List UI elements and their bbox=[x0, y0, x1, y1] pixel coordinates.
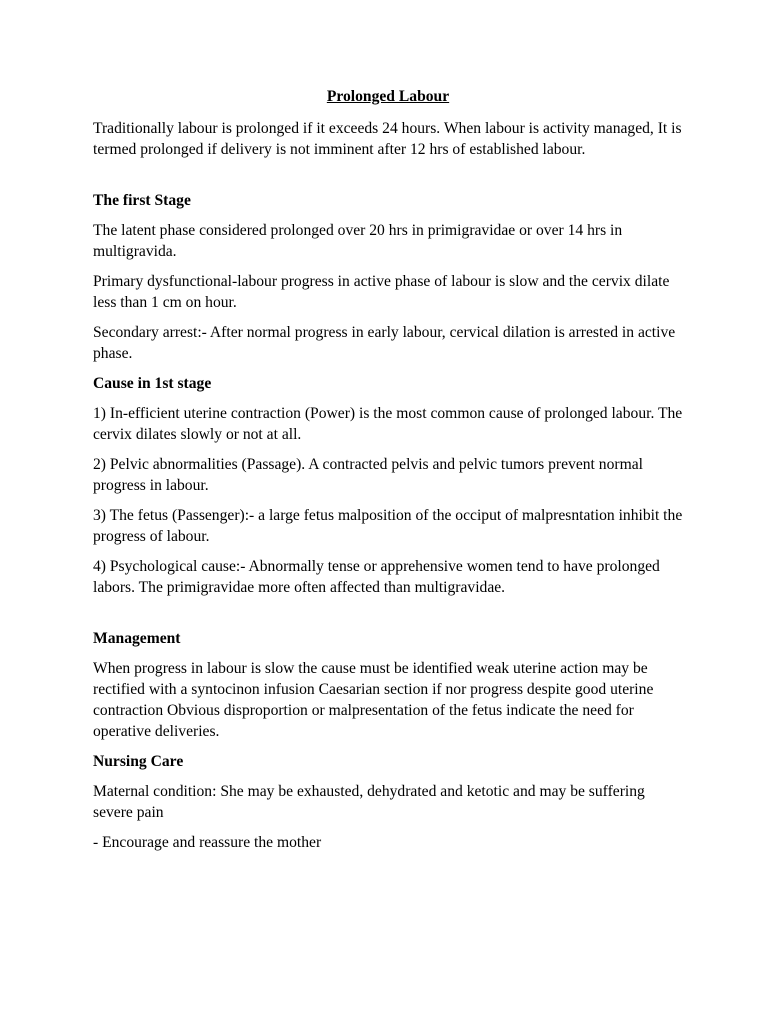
nursing-care-paragraph: - Encourage and reassure the mother bbox=[93, 834, 322, 851]
cause-item: 4) Psychological cause:- Abnormally tense or apprehensive women tend to have prolonged labors. The primigravidae more often affected than multigravidae. bbox=[93, 558, 660, 596]
first-stage-paragraph: The latent phase considered prolonged over 20 hrs in primigravidae or over 14 hrs in multigravida. bbox=[93, 222, 623, 260]
nursing-care-heading: Nursing Care bbox=[93, 753, 184, 770]
spacer bbox=[93, 607, 683, 628]
cause-item: 1) In-efficient uterine contraction (Power) is the most common cause of prolonged labour. The cervix dilates slowly or not at all. bbox=[93, 405, 683, 443]
spacer bbox=[93, 169, 683, 190]
cause-item: 3) The fetus (Passenger):- a large fetus malposition of the occiput of malpresntation inhibit the progress of labour. bbox=[93, 507, 683, 545]
first-stage-paragraph: Secondary arrest:- After normal progress in early labour, cervical dilation is arrested in active phase. bbox=[93, 324, 676, 362]
causes-heading: Cause in 1st stage bbox=[93, 375, 212, 392]
management-heading: Management bbox=[93, 630, 181, 647]
first-stage-paragraph: Primary dysfunctional-labour progress in active phase of labour is slow and the cervix dilate less than 1 cm on hour. bbox=[93, 273, 670, 311]
nursing-care-paragraph: Maternal condition: She may be exhausted, dehydrated and ketotic and may be suffering severe pain bbox=[93, 783, 645, 821]
cause-item: 2) Pelvic abnormalities (Passage). A contracted pelvis and pelvic tumors prevent normal progress in labour. bbox=[93, 456, 643, 494]
document-title: Prolonged Labour bbox=[326, 88, 450, 105]
intro-paragraph: Traditionally labour is prolonged if it exceeds 24 hours. When labour is activity managed, It is termed prolonged if delivery is not imminent after 12 hrs of established labour. bbox=[93, 120, 682, 158]
management-paragraph: When progress in labour is slow the cause must be identified weak uterine action may be rectified with a syntocinon infusion Caesarian section if nor progress despite good uterine contraction Obvious disproportion or malpresentation of the fetus indicate the need for operative deliveries. bbox=[93, 660, 654, 740]
first-stage-heading: The first Stage bbox=[93, 192, 191, 209]
document-page bbox=[93, 86, 683, 862]
